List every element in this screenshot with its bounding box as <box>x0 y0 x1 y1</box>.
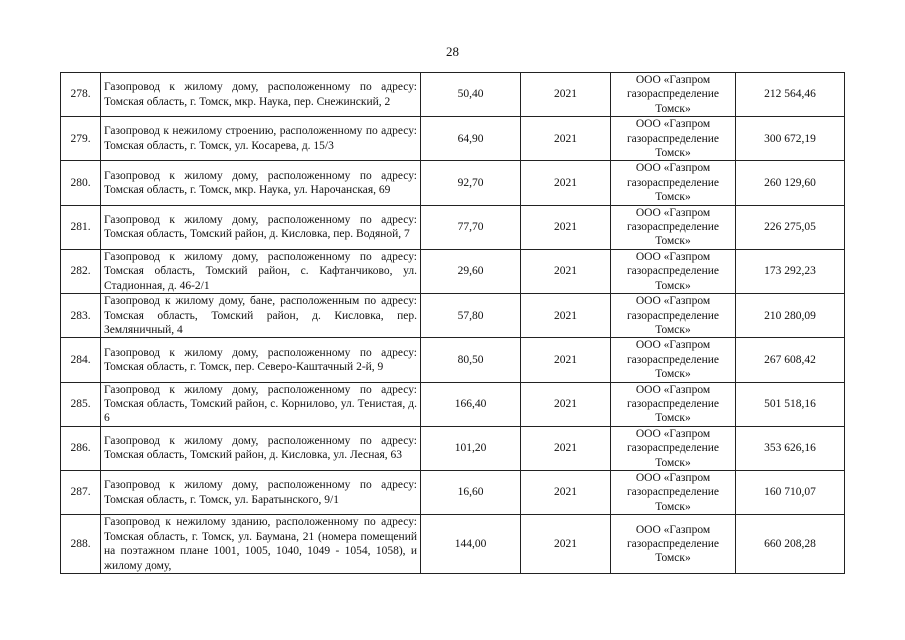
owner-organization: ООО «Газпром газораспределение Томск» <box>611 117 736 161</box>
cost-value: 212 564,46 <box>736 73 845 117</box>
commission-year: 2021 <box>521 117 611 161</box>
gas-pipeline-table <box>60 72 845 574</box>
commission-year: 2021 <box>521 426 611 470</box>
owner-organization: ООО «Газпром газораспределение Томск» <box>611 382 736 426</box>
owner-organization: ООО «Газпром газораспределение Томск» <box>611 338 736 382</box>
object-description: Газопровод к жилому дому, расположенному по адресу: Томская область, г. Томск, мкр. Наука, пер. Снежинский, 2 <box>101 73 421 117</box>
cost-value: 210 280,09 <box>736 294 845 338</box>
owner-organization: ООО «Газпром газораспределение Томск» <box>611 426 736 470</box>
pipeline-length: 166,40 <box>421 382 521 426</box>
row-number: 285. <box>61 382 101 426</box>
owner-organization: ООО «Газпром газораспределение Томск» <box>611 73 736 117</box>
row-number: 280. <box>61 161 101 205</box>
owner-organization: ООО «Газпром газораспределение Томск» <box>611 249 736 293</box>
commission-year: 2021 <box>521 515 611 574</box>
object-description: Газопровод к жилому дому, бане, расположенным по адресу: Томская область, Томский район, д. Кисловка, пер. Земляничный, 4 <box>101 294 421 338</box>
row-number: 282. <box>61 249 101 293</box>
cost-value: 260 129,60 <box>736 161 845 205</box>
commission-year: 2021 <box>521 294 611 338</box>
commission-year: 2021 <box>521 161 611 205</box>
commission-year: 2021 <box>521 338 611 382</box>
cost-value: 160 710,07 <box>736 470 845 514</box>
object-description: Газопровод к жилому дому, расположенному по адресу: Томская область, г. Томск, ул. Баратынского, 9/1 <box>101 470 421 514</box>
pipeline-length: 101,20 <box>421 426 521 470</box>
pipeline-length: 144,00 <box>421 515 521 574</box>
row-number: 278. <box>61 73 101 117</box>
cost-value: 353 626,16 <box>736 426 845 470</box>
owner-organization: ООО «Газпром газораспределение Томск» <box>611 161 736 205</box>
cost-value: 300 672,19 <box>736 117 845 161</box>
row-number: 279. <box>61 117 101 161</box>
object-description: Газопровод к жилому дому, расположенному по адресу: Томская область, Томский район, д. Кисловка, ул. Лесная, 63 <box>101 426 421 470</box>
row-number: 286. <box>61 426 101 470</box>
table-row <box>61 161 845 205</box>
pipeline-length: 77,70 <box>421 205 521 249</box>
object-description: Газопровод к жилому дому, расположенному по адресу: Томская область, Томский район, с. Кафтанчиково, ул. Стадионная, д. 46-2/1 <box>101 249 421 293</box>
cost-value: 267 608,42 <box>736 338 845 382</box>
pipeline-length: 16,60 <box>421 470 521 514</box>
table-row <box>61 117 845 161</box>
table-row <box>61 205 845 249</box>
pipeline-length: 64,90 <box>421 117 521 161</box>
owner-organization: ООО «Газпром газораспределение Томск» <box>611 470 736 514</box>
cost-value: 226 275,05 <box>736 205 845 249</box>
table-row <box>61 426 845 470</box>
owner-organization: ООО «Газпром газораспределение Томск» <box>611 205 736 249</box>
pipeline-length: 50,40 <box>421 73 521 117</box>
commission-year: 2021 <box>521 249 611 293</box>
object-description: Газопровод к жилому дому, расположенному по адресу: Томская область, Томский район, с. Корнилово, ул. Тенистая, д. 6 <box>101 382 421 426</box>
row-number: 281. <box>61 205 101 249</box>
commission-year: 2021 <box>521 73 611 117</box>
row-number: 287. <box>61 470 101 514</box>
table-row <box>61 338 845 382</box>
table-row <box>61 73 845 117</box>
pipeline-length: 92,70 <box>421 161 521 205</box>
pipeline-length: 29,60 <box>421 249 521 293</box>
cost-value: 660 208,28 <box>736 515 845 574</box>
pipeline-length: 57,80 <box>421 294 521 338</box>
table-row <box>61 294 845 338</box>
object-description: Газопровод к нежилому строению, расположенному по адресу: Томская область, г. Томск, ул. Косарева, д. 15/3 <box>101 117 421 161</box>
table-row <box>61 515 845 574</box>
object-description: Газопровод к жилому дому, расположенному по адресу: Томская область, г. Томск, мкр. Наука, ул. Нарочанская, 69 <box>101 161 421 205</box>
row-number: 284. <box>61 338 101 382</box>
owner-organization: ООО «Газпром газораспределение Томск» <box>611 515 736 574</box>
table-row <box>61 249 845 293</box>
cost-value: 501 518,16 <box>736 382 845 426</box>
page-number: 28 <box>446 44 459 59</box>
pipeline-length: 80,50 <box>421 338 521 382</box>
row-number: 283. <box>61 294 101 338</box>
cost-value: 173 292,23 <box>736 249 845 293</box>
object-description: Газопровод к жилому дому, расположенному по адресу: Томская область, Томский район, д. Кисловка, пер. Водяной, 7 <box>101 205 421 249</box>
table-row <box>61 382 845 426</box>
table-row <box>61 470 845 514</box>
row-number: 288. <box>61 515 101 574</box>
commission-year: 2021 <box>521 205 611 249</box>
object-description: Газопровод к жилому дому, расположенному по адресу: Томская область, г. Томск, пер. Северо-Каштачный 2-й, 9 <box>101 338 421 382</box>
owner-organization: ООО «Газпром газораспределение Томск» <box>611 294 736 338</box>
commission-year: 2021 <box>521 382 611 426</box>
commission-year: 2021 <box>521 470 611 514</box>
object-description: Газопровод к нежилому зданию, расположенному по адресу: Томская область, г. Томск, ул. Баумана, 21 (номера помещений на поэтажном плане 1001, 1005, 1040, 1049 - 1054, 1058), и жилому дому, <box>101 515 421 574</box>
